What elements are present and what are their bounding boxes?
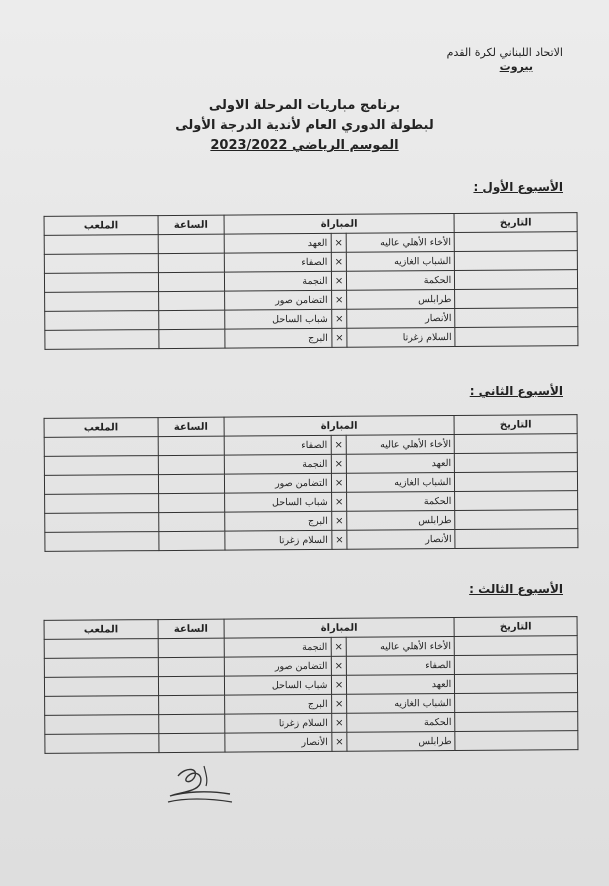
table-row: [45, 529, 578, 552]
city-name: بيروت: [499, 60, 533, 73]
vs-mark: ×: [331, 252, 347, 271]
away-team: البرج: [224, 694, 331, 714]
venue-cell: [45, 494, 159, 514]
table-row: [45, 731, 578, 754]
home-team: العهد: [347, 453, 455, 473]
venue-cell: [44, 235, 158, 255]
away-team: النجمة: [224, 454, 331, 474]
home-team: الأنصار: [347, 308, 455, 328]
vs-mark: ×: [331, 290, 347, 309]
home-team: الصفاء: [347, 655, 455, 675]
date-cell: [455, 472, 578, 492]
date-header: التاريخ: [454, 213, 577, 233]
venue-cell: [45, 292, 159, 312]
venue-cell: [45, 532, 159, 552]
time-cell: [158, 638, 224, 657]
vs-mark: ×: [331, 732, 347, 751]
venue-cell: [44, 456, 158, 476]
time-cell: [158, 253, 224, 272]
venue-cell: [45, 513, 159, 533]
away-team: التضامن صور: [224, 290, 331, 310]
date-cell: [455, 270, 578, 290]
week-1-table: [44, 212, 579, 350]
home-team: الشباب الغازيه: [347, 693, 455, 713]
home-team: الأخاء الأهلي عاليه: [347, 232, 455, 252]
away-team: شباب الساحل: [224, 492, 331, 512]
vs-mark: ×: [331, 675, 347, 694]
venue-cell: [44, 437, 158, 457]
match-header: المباراة: [224, 213, 455, 234]
time-cell: [158, 695, 224, 714]
letterhead: [447, 46, 563, 74]
signature-scribble: [160, 762, 240, 808]
venue-cell: [45, 330, 159, 350]
date-cell: [455, 693, 578, 713]
venue-cell: [44, 254, 158, 274]
title-line-2: لبطولة الدوري العام لأندية الدرجة الأولى: [175, 118, 434, 133]
date-cell: [455, 712, 578, 732]
vs-mark: ×: [331, 435, 347, 454]
time-cell: [158, 272, 224, 291]
home-team: الأخاء الأهلي عاليه: [347, 434, 455, 454]
time-cell: [158, 657, 224, 676]
home-team: طرابلس: [347, 510, 455, 530]
away-team: النجمة: [224, 271, 331, 291]
vs-mark: ×: [331, 492, 347, 511]
time-cell: [158, 234, 224, 253]
time-cell: [159, 714, 225, 733]
venue-cell: [45, 696, 159, 716]
away-team: البرج: [224, 511, 331, 531]
time-cell: [159, 733, 225, 752]
week-2-table: [44, 414, 579, 552]
vs-mark: ×: [331, 328, 347, 347]
date-header: التاريخ: [454, 617, 577, 637]
vs-mark: ×: [331, 694, 347, 713]
venue-cell: [45, 311, 159, 331]
venue-cell: [44, 677, 158, 697]
home-team: الأنصار: [347, 529, 455, 549]
table-row: [45, 327, 578, 350]
week-3-label: الأسبوع الثالث :: [469, 582, 563, 596]
week-1-label: الأسبوع الأول :: [473, 180, 563, 194]
time-cell: [158, 676, 224, 695]
away-team: السلام زغرتا: [224, 713, 331, 733]
away-team: شباب الساحل: [224, 309, 331, 329]
venue-cell: [44, 639, 158, 659]
away-team: النجمة: [224, 637, 331, 657]
away-team: التضامن صور: [224, 473, 331, 493]
venue-cell: [45, 734, 159, 754]
venue-cell: [44, 475, 158, 495]
venue-header: الملعب: [44, 418, 158, 438]
time-cell: [159, 512, 225, 531]
time-cell: [158, 493, 224, 512]
home-team: العهد: [347, 674, 455, 694]
date-cell: [455, 529, 578, 549]
away-team: الأنصار: [225, 732, 332, 752]
away-team: الصفاء: [224, 252, 331, 272]
venue-header: الملعب: [44, 216, 158, 236]
away-team: الصفاء: [224, 435, 331, 455]
vs-mark: ×: [331, 530, 347, 549]
date-cell: [455, 308, 578, 328]
date-cell: [454, 232, 577, 252]
home-team: الحكمة: [347, 491, 455, 511]
time-cell: [158, 474, 224, 493]
home-team: طرابلس: [347, 731, 455, 751]
document-title-block: [0, 96, 609, 156]
time-header: الساعة: [158, 417, 224, 436]
away-team: العهد: [224, 233, 331, 253]
away-team: البرج: [225, 328, 332, 348]
vs-mark: ×: [331, 233, 347, 252]
home-team: الشباب الغازيه: [347, 251, 455, 271]
date-cell: [455, 731, 578, 751]
away-team: السلام زغرتا: [225, 530, 332, 550]
venue-cell: [44, 658, 158, 678]
time-cell: [159, 310, 225, 329]
title-line-1: برنامج مباريات المرحلة الاولى: [208, 98, 401, 113]
title-line-3: الموسم الرياضي 2023/2022: [210, 138, 399, 153]
home-team: طرابلس: [347, 289, 455, 309]
date-cell: [454, 434, 577, 454]
vs-mark: ×: [331, 473, 347, 492]
date-cell: [455, 491, 578, 511]
date-cell: [455, 327, 578, 347]
time-cell: [158, 455, 224, 474]
home-team: الحكمة: [347, 712, 455, 732]
time-cell: [159, 329, 225, 348]
time-cell: [159, 531, 225, 550]
match-header: المباراة: [224, 617, 455, 638]
organization-name: الاتحاد اللبناني لكرة القدم: [446, 46, 563, 59]
date-cell: [455, 510, 578, 530]
away-team: شباب الساحل: [224, 675, 331, 695]
date-header: التاريخ: [454, 415, 577, 435]
match-header: المباراة: [224, 415, 455, 436]
venue-cell: [45, 715, 159, 735]
time-header: الساعة: [158, 619, 224, 638]
venue-header: الملعب: [44, 620, 158, 640]
vs-mark: ×: [331, 656, 347, 675]
vs-mark: ×: [331, 309, 347, 328]
date-cell: [454, 636, 577, 656]
vs-mark: ×: [331, 713, 347, 732]
week-3-table: [44, 616, 579, 754]
vs-mark: ×: [331, 637, 347, 656]
time-header: الساعة: [158, 215, 224, 234]
week-2-label: الأسبوع الثاني :: [469, 384, 563, 398]
time-cell: [158, 291, 224, 310]
vs-mark: ×: [331, 511, 347, 530]
home-team: الحكمة: [347, 270, 455, 290]
home-team: السلام زغرتا: [347, 327, 455, 347]
vs-mark: ×: [331, 454, 347, 473]
away-team: التضامن صور: [224, 656, 331, 676]
home-team: الأخاء الأهلي عاليه: [347, 636, 455, 656]
date-cell: [455, 453, 578, 473]
date-cell: [455, 289, 578, 309]
venue-cell: [44, 273, 158, 293]
home-team: الشباب الغازيه: [347, 472, 455, 492]
date-cell: [455, 251, 578, 271]
time-cell: [158, 436, 224, 455]
date-cell: [455, 674, 578, 694]
date-cell: [455, 655, 578, 675]
vs-mark: ×: [331, 271, 347, 290]
